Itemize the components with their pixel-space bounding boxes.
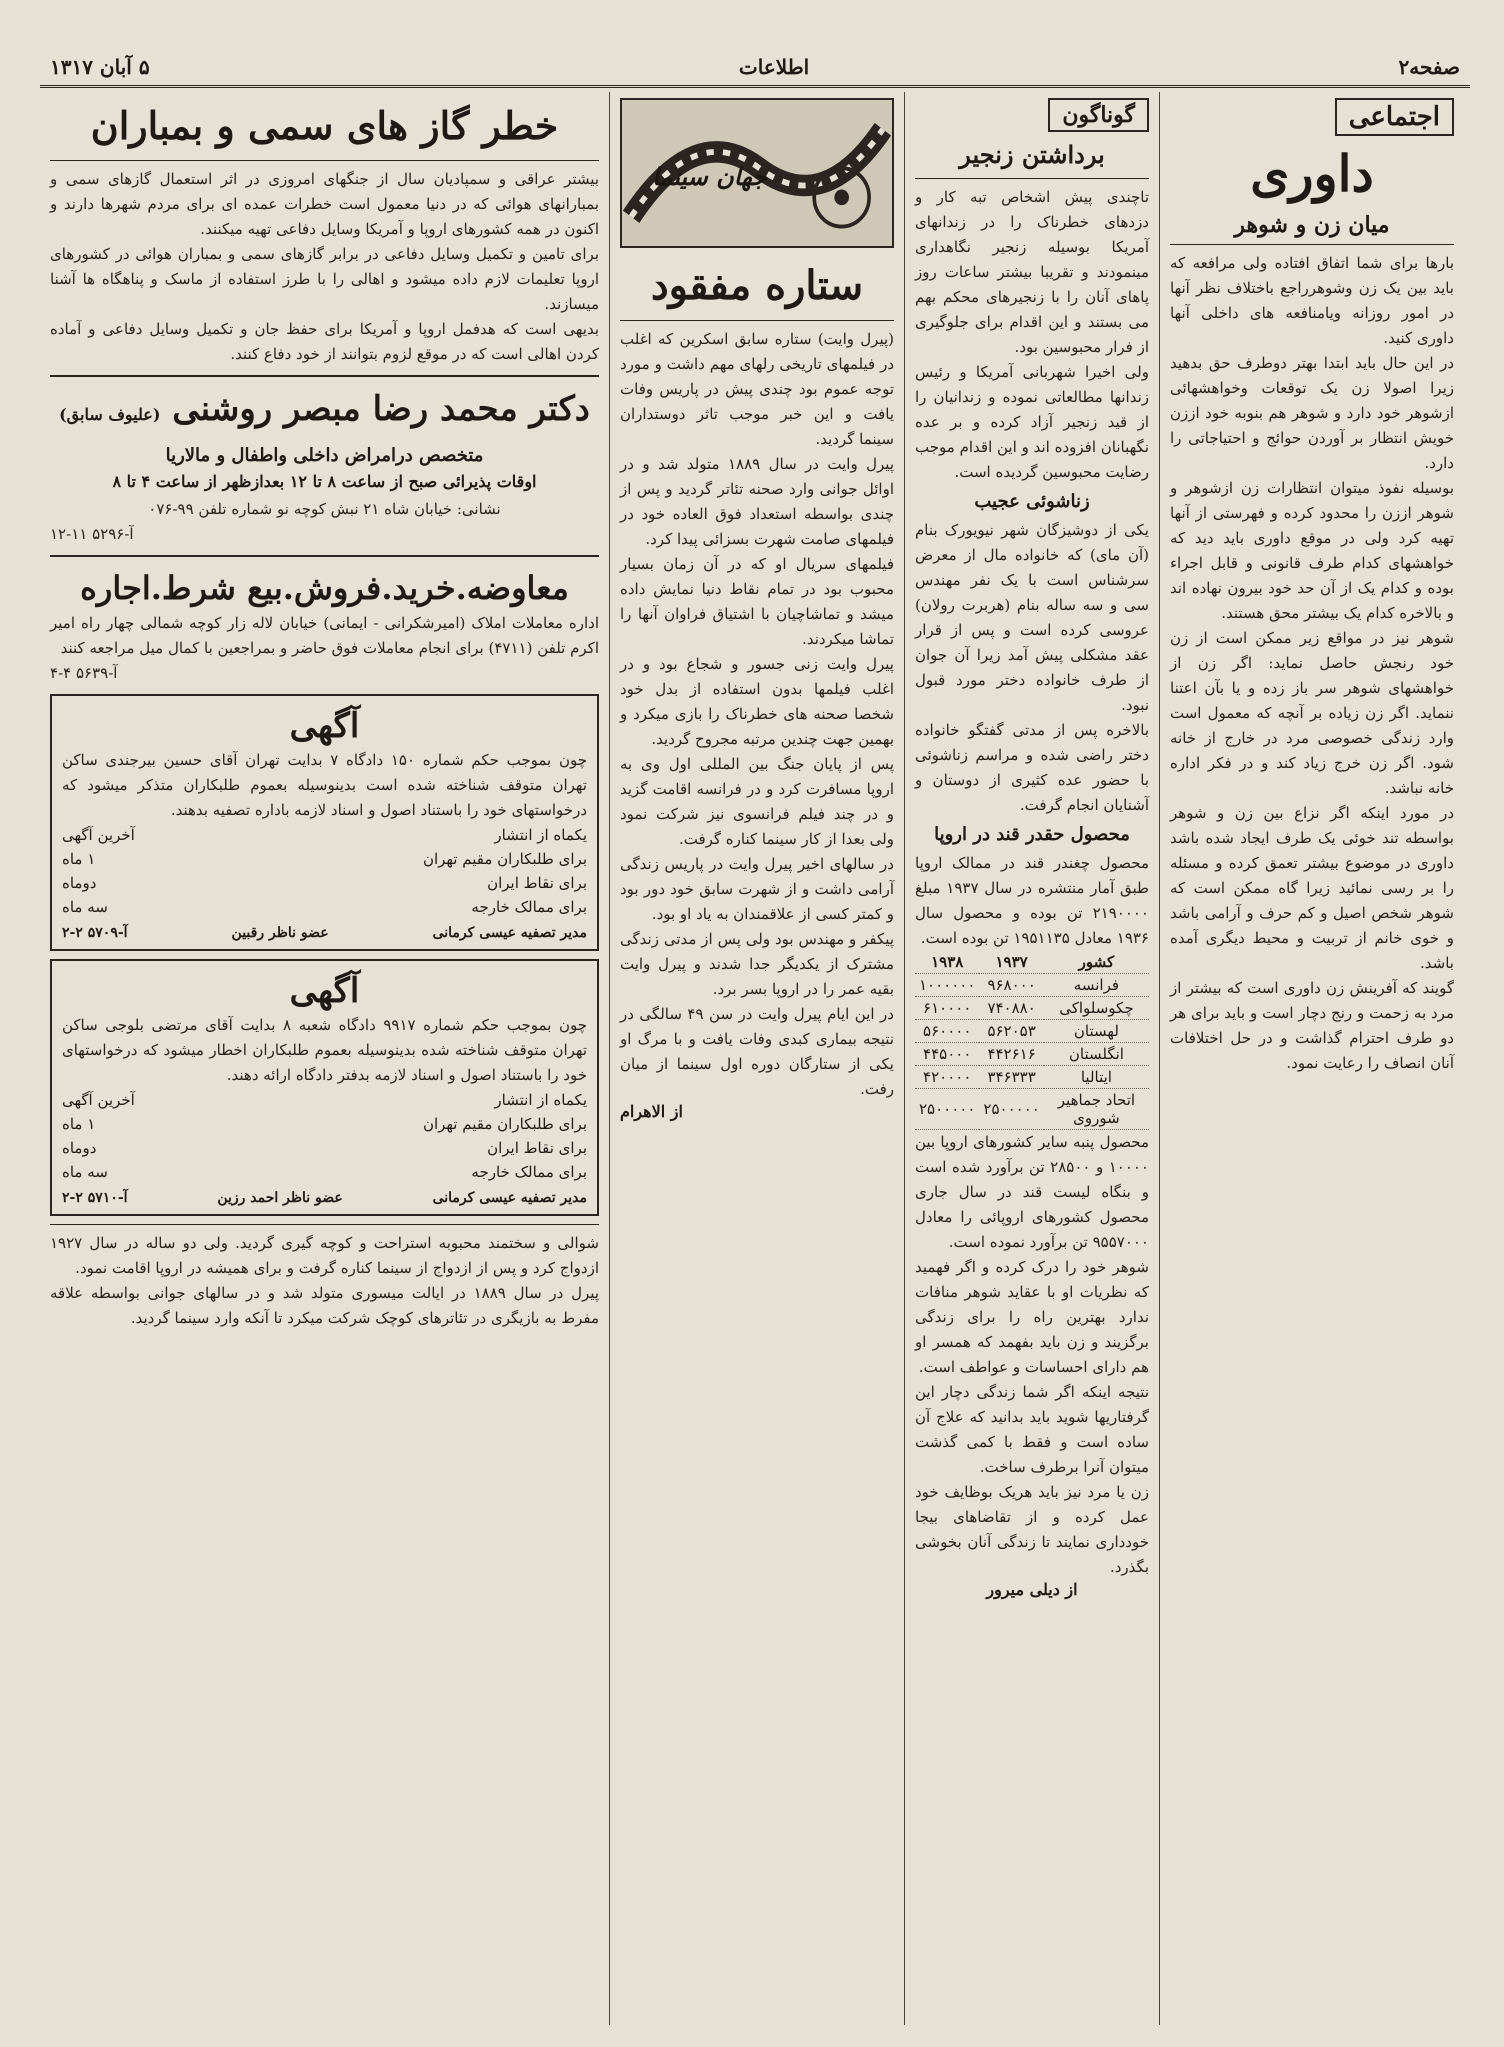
article-headline: خطر گاز های سمی و بمباران xyxy=(90,103,559,148)
table-row xyxy=(915,1043,1149,1066)
paragraph: پیرل وایت در سال ۱۸۸۹ متولد شد و در اوائل جوانی وارد صحنه تئاتر گردید و پس از چندی بواسطه استعداد فوق العاده خود در فیلمهای صامت شهرت بسزائی پیدا کرد. xyxy=(620,455,894,548)
notice-row-label: برای طلبکاران مقیم تهران xyxy=(422,850,587,868)
notice-row-label: یکماه از انتشار xyxy=(494,1091,587,1109)
notice-row-label: برای نقاط ایران xyxy=(487,874,587,892)
divider xyxy=(915,178,1149,179)
notice-signature: عضو ناظر احمد رزین xyxy=(217,1190,343,1206)
sugar-table xyxy=(915,951,1149,1130)
table-row xyxy=(915,974,1149,997)
divider xyxy=(50,160,599,161)
notice-row-value: سه ماه xyxy=(62,898,108,916)
table-cell: چکوسلواکی xyxy=(1044,997,1149,1020)
table-cell: ۷۴۰۸۸۰ xyxy=(979,997,1043,1020)
notice-row-label: برای ممالک خارجه xyxy=(471,1163,587,1181)
article-subhead: میان زن و شوهر xyxy=(1234,212,1390,238)
notice-row-label: یکماه از انتشار xyxy=(494,826,587,844)
notice-row-value: ۱ ماه xyxy=(62,850,96,868)
table-cell: ۲۵۰۰۰۰۰ xyxy=(979,1089,1043,1130)
paragraph: یکی از دوشیزگان شهر نیویورک بنام (آن مای) که خانواده مال از معرض سرشناس است با یک نفر مهندس سی و سه ساله بنام (هربرت رولان) عروسی کرده است و پس از قرار عقد مشکلی پیش آمد زیرا آن جوان از طرف خانواده دختر مورد قبول نبود. xyxy=(915,521,1149,714)
cinema-logo-text: جهان سینما xyxy=(652,162,767,191)
notice-row xyxy=(62,1136,587,1160)
cinema-logo xyxy=(620,98,894,248)
table-header: ۱۹۳۷ xyxy=(979,951,1043,974)
paragraph: پس از پایان جنگ بین المللی اول وی به اروپا مسافرت کرد و در فرانسه اقامت گزید و در چند فیلم فرانسوی نیز شرکت نمود ولی بعدا از کار سینما کناره گرفت. xyxy=(620,755,894,848)
notice-row-value: دوماه xyxy=(62,1139,97,1157)
paragraph: در مورد اینکه اگر نزاع بین زن و شوهر بواسطه تند خوئی یک طرف ایجاد شده باشد داوری در موضوع بیشتر تعمق کرده و مسئله را بر رسی نمائید زیرا گاه ممکن است که شوهر شخص اصیل و کم حرف و آرامی باشد و خوی خانم از تربیت و محیط دیگری آمده باشد. xyxy=(1170,804,1454,972)
table-row xyxy=(915,1066,1149,1089)
paragraph: برای تامین و تکمیل وسایل دفاعی در برابر گازهای سمی و بمباران هوائی در کشورهای اروپا تعلیمات لازم داده میشود و اهالی را با طرز استفاده از ماسک و پناهگاه ها آشنا میسازند. xyxy=(50,245,599,313)
ad-code: آ-۵۲۹۶ ۱۱-۱۲ xyxy=(50,525,134,543)
notice-row xyxy=(62,847,587,871)
paragraph: (پیرل وایت) ستاره سابق اسکرین که اغلب در فیلمهای تاریخی رلهای مهم داشت و مورد توجه عموم بود چندی پیش در پاریس وفات یافت و این خبر موجب تاثر دوستداران سینما گردید. xyxy=(620,330,894,448)
table-cell: انگلستان xyxy=(1044,1043,1149,1066)
paragraph: بدیهی است که هدفمل اروپا و آمریکا برای حفظ جان و تکمیل وسایل دفاعی و آماده کردن اهالی است که در موقع لزوم بتوانند از خود دفاع کنند. xyxy=(50,320,599,363)
exchange-title: معاوضه.خرید.فروش.بیع شرط.اجاره xyxy=(80,569,569,607)
table-header-row xyxy=(915,951,1149,974)
doctor-hours: اوقات پذیرائی صبح از ساعت ۸ تا ۱۲ بعدازظهر از ساعت ۴ تا ۸ xyxy=(112,472,537,491)
table-header: کشور xyxy=(1044,951,1149,974)
table-cell: ۱۰۰۰۰۰۰ xyxy=(915,974,979,997)
table-cell: ۳۴۶۳۳۳ xyxy=(979,1066,1043,1089)
paragraph: پیکفر و مهندس بود ولی پس از مدتی زندگی مشترک از یکدیگر جدا شدند و پیرل وایت بقیه عمر را در اروپا بسر برد. xyxy=(620,930,894,998)
notice-signature: عضو ناظر رقبین xyxy=(231,925,329,941)
table-cell: ۲۵۰۰۰۰۰ xyxy=(915,1089,979,1130)
notice-row xyxy=(62,1160,587,1184)
paragraph: زن یا مرد نیز باید هریک بوظایف خود عمل کرده و از تقاضاهای بیجا خودداری نمایند تا زندگی آنان بخوشی بگذرد. xyxy=(915,1483,1149,1576)
notice-title: آگهی xyxy=(289,971,360,1011)
table-cell: فرانسه xyxy=(1044,974,1149,997)
table-row xyxy=(915,997,1149,1020)
paragraph: محصول چغندر قند در ممالک اروپا طبق آمار منتشره در سال ۱۹۳۷ مبلغ ۲۱۹۰۰۰۰ تن بوده و محصول سال ۱۹۳۶ معادل ۱۹۵۱۱۳۵ تن بوده است. xyxy=(915,854,1149,947)
paragraph: محصول پنبه سایر کشورهای اروپا بین ۱۰۰۰۰ و ۲۸۵۰۰ تن برآورد شده است و بنگاه لیست قند در سال جاری محصول کشورهای اروپائی را معادل ۹۵۵۷۰۰۰ تن برآورد نموده است. xyxy=(915,1133,1149,1251)
article-headline: برداشتن زنجیر xyxy=(959,140,1105,169)
table-cell: ۴۴۵۰۰۰ xyxy=(915,1043,979,1066)
notice-row xyxy=(62,823,587,847)
column-misc xyxy=(904,92,1159,2025)
notice-signature: مدیر تصفیه عیسی کرمانی xyxy=(432,1190,587,1206)
column-cinema xyxy=(609,92,904,2025)
notice-row-label: برای نقاط ایران xyxy=(487,1139,587,1157)
table-cell: ۵۶۲۰۵۳ xyxy=(979,1020,1043,1043)
issue-date: ۵ آبان ۱۳۱۷ xyxy=(50,54,150,79)
table-row xyxy=(915,1089,1149,1130)
section-kicker: اجتماعی xyxy=(1335,98,1454,136)
paragraph: تاچندی پیش اشخاص تبه کار و دزدهای خطرناک را در زندانهای آمریکا بوسیله زنجیر نگاهداری مینمودند و تقریبا بیشتر ساعات روز پاهای آنان را با زنجیرهای محکم بهم می بستند و این اقدام برای جلوگیری از فرار محبوسین بود. xyxy=(915,188,1149,356)
doctor-specialty: متخصص درامراض داخلی واطفال و مالاریا xyxy=(165,445,484,466)
paragraph: در این حال باید ابتدا بهتر دوطرف حق بدهید زیرا اصولا زن یک توقعات وخواهشهائی ازشوهر خود دارد و شوهر هم بنوبه خود اززن خویش انتظار بر آوردن حوائج و احتیاجاتی را دارد. xyxy=(1170,354,1454,472)
subheading: زناشوئی عجیب xyxy=(974,491,1090,512)
paragraph: در این ایام پیرل وایت در سن ۴۹ سالگی در نتیجه بیماری کبدی وفات یافت و با مرگ او یکی از ستارگان دوره اول سینما از میان رفت. xyxy=(620,1005,894,1098)
divider xyxy=(1170,244,1454,245)
doctor-address: نشانی: خیابان شاه ۲۱ نبش کوچه نو شماره تلفن ۹۹-۰۷۶ xyxy=(148,500,501,518)
paper-name: اطلاعات xyxy=(738,54,810,79)
paragraph: بیشتر عراقی و سمپادیان سال از جنگهای امروزی در اثر استعمال گازهای سمی و بمبارانهای هوائی که در دنیا معمول است خطرات عمده ای برای مردم شهرها دارند و اکنون در همه کشورهای اروپا و آمریکا وسایل دفاعی تهیه میکنند. xyxy=(50,170,599,238)
paragraph: شوهر نیز در مواقع زیر ممکن است از زن خود رنجش حاصل نماید: اگر زن از خواهشهای شوهر سر باز زده و یا بآن اعتنا ننماید. اگر زن زیاده بر آنچه که معمول است وارد زندگی خصوصی مرد در خارج از خانه شود. اگر زن خرج زیاد کند و در فکر اداره خانه نباشد. xyxy=(1170,629,1454,797)
notice-row-value: دوماه xyxy=(62,874,97,892)
paragraph: بالاخره پس از مدتی گفتگو خانواده دختر راضی شده و مراسم زناشوئی با حضور عده کثیری از دوستان و آشنایان انجام گرفت. xyxy=(915,721,1149,814)
paragraph: ولی اخیرا شهربانی آمریکا و رئیس زندانها مطالعاتی نموده و زندانیان را از قید زنجیر آزاد کرده و بر عده نگهبانان افزوده اند و این اقدام موجب رضایت محبوسین گردیده است. xyxy=(915,363,1149,481)
notice-title: آگهی xyxy=(289,706,360,746)
exchange-ad xyxy=(50,565,599,686)
section-kicker: گوناگون xyxy=(1048,98,1149,132)
divider xyxy=(620,320,894,321)
notice-signatures xyxy=(62,1190,587,1206)
exchange-text: اداره معاملات املاک (امیرشکرانی - ایمانی) خیابان لاله زار کوچه شمالی چهار راه امیر اکرم تلفن (۴۷۱۱) برای انجام معاملات فوق حاضر و بمراجعین با کمال میل مراجعه کنند xyxy=(50,614,599,657)
paragraph: بوسیله نفوذ میتوان انتظارات زن ازشوهر و شوهر اززن را محدود کرده و فهرستی از آنها تهیه کرد ولی در موقع داوری باید دید که خواهشهای کدام طرف قانونی و قابل اجراء بوده و کدام یک از آن حد خود بیرون نهاده اند و بالاخره کدام یک بیشتر محق هستند. xyxy=(1170,479,1454,622)
doctor-note: (علیوف سابق) xyxy=(59,405,161,424)
notice-signatures xyxy=(62,925,587,941)
ad-code: آ-۵۷۰۹ ۲-۲ xyxy=(62,925,128,941)
notice-row-label: برای ممالک خارجه xyxy=(471,898,587,916)
column-social xyxy=(1159,92,1464,2025)
article-headline: ستاره مفقود xyxy=(650,262,864,309)
table-cell: ایتالیا xyxy=(1044,1066,1149,1089)
table-cell: ۴۴۲۶۱۶ xyxy=(979,1043,1043,1066)
paragraph: گویند که آفرینش زن داوری است که بیشتر از مرد به زحمت و رنج دچار است و باید برای هر دو طرف احترام گذاشت و در حل اختلافات آنان انصاف را رعایت نمود. xyxy=(1170,979,1454,1072)
table-cell: اتحاد جماهیر شوروی xyxy=(1044,1089,1149,1130)
doctor-ad xyxy=(50,385,599,547)
notice-text: چون بموجب حکم شماره ۱۵۰ دادگاه ۷ بدایت تهران آقای حسین بیرجندی ساکن تهران متوقف شناخته شده است بدینوسیله بعموم طلبکاران متذکر میشود که درخواستهای خود را باستناد اصول و اسناد لازمه باداره تصفیه بدهند. xyxy=(62,751,587,819)
legal-notice xyxy=(50,959,599,1216)
source-signature: از دیلی میرور xyxy=(986,1580,1078,1599)
table-cell: ۴۲۰۰۰۰ xyxy=(915,1066,979,1089)
paragraph: شوالی و سختمند محبوبه استراحت و کوچه گیری گردید. ولی دو ساله در سال ۱۹۲۷ ازدواج کرد و پس از ازدواج از سینما کناره گرفت و برای همیشه در اروپا اقامت نمود. xyxy=(50,1234,599,1277)
doctor-name: دکتر محمد رضا مبصر روشنی xyxy=(172,389,590,429)
table-cell: ۶۱۰۰۰۰ xyxy=(915,997,979,1020)
notice-row-value: آخرین آگهی xyxy=(62,826,135,844)
notice-row-value: آخرین آگهی xyxy=(62,1091,135,1109)
notice-row xyxy=(62,1088,587,1112)
divider xyxy=(50,375,599,377)
paragraph: پیرل وایت زنی جسور و شجاع بود و در اغلب فیلمها بدون استفاده از بدل خود شخصا صحنه های خطرناک را بازی میکرد و بهمین جهت چندین مرتبه مجروح گردید. xyxy=(620,655,894,748)
article-headline: داوری xyxy=(1250,144,1374,203)
divider xyxy=(50,555,599,557)
paragraph: پیرل در سال ۱۸۸۹ در ایالت میسوری متولد شد و در سالهای جوانی بواسطه علاقه مفرط به بازیگری در تئاترهای کوچک شرکت میکرد تا آنکه وارد سینما گردید. xyxy=(50,1284,600,1327)
page-label: صفحه۲ xyxy=(1398,54,1460,79)
paragraph: فیلمهای سریال او که در آن زمان بسیار محبوب بود در تمام نقاط دنیا نمایش داده میشد و تماشاچیان با اشتیاق فراوان آنها را تماشا میکردند. xyxy=(620,555,894,648)
notice-row xyxy=(62,1112,587,1136)
masthead xyxy=(40,48,1470,88)
notice-row-value: سه ماه xyxy=(62,1163,108,1181)
divider xyxy=(50,1224,599,1225)
column-ads xyxy=(40,92,609,2025)
notice-row xyxy=(62,871,587,895)
table-cell: لهستان xyxy=(1044,1020,1149,1043)
table-cell: ۵۶۰۰۰۰ xyxy=(915,1020,979,1043)
source-signature: از الاهرام xyxy=(620,1102,683,1121)
ad-code: آ-۵۷۱۰ ۲-۲ xyxy=(62,1190,128,1206)
subheading: محصول حقدر قند در اروپا xyxy=(934,824,1130,845)
table-header: ۱۹۳۸ xyxy=(915,951,979,974)
notice-row-label: برای طلبکاران مقیم تهران xyxy=(422,1115,587,1133)
table-cell: ۹۶۸۰۰۰ xyxy=(979,974,1043,997)
notice-signature: مدیر تصفیه عیسی کرمانی xyxy=(432,925,587,941)
legal-notice xyxy=(50,694,599,951)
paragraph: در سالهای اخیر پیرل وایت در پاریس زندگی آرامی داشت و از شهرت سابق خود دور بود و کمتر کسی از علاقمندان به یاد او بود. xyxy=(620,855,894,923)
paragraph: شوهر خود را درک کرده و اگر فهمید که نظریات او با عقاید شوهر منافات ندارد بهترین راه را برای زندگی برگزیند و زن باید بفهمد که همسر او هم دارای احساسات و عواطف است. xyxy=(915,1258,1149,1376)
notice-row xyxy=(62,895,587,919)
notice-text: چون بموجب حکم شماره ۹۹۱۷ دادگاه شعبه ۸ بدایت آقای مرتضی بلوجی ساکن تهران متوقف شناخته شده بدینوسیله بعموم طلبکاران اخطار میشود که درخواستهای خود را باستناد اصول و اسناد لازمه بدفتر دادگاه ارائه دهند. xyxy=(62,1016,587,1084)
paragraph: نتیجه اینکه اگر شما زندگی دچار این گرفتاریها شوید باید بدانید که علاج آن ساده است و فقط با کمی گذشت میتوان آنرا برطرف ساخت. xyxy=(915,1383,1149,1476)
paragraph: بارها برای شما اتفاق افتاده ولی مرافعه که باید بین یک زن وشوهرراجع باختلاف نظر آنها در امور روزانه ویامنافعه های داخلی آنها داوری کنید. xyxy=(1170,254,1454,347)
notice-row-value: ۱ ماه xyxy=(62,1115,96,1133)
ad-code: آ-۵۶۳۹ ۴-۴ xyxy=(50,664,118,682)
table-row xyxy=(915,1020,1149,1043)
